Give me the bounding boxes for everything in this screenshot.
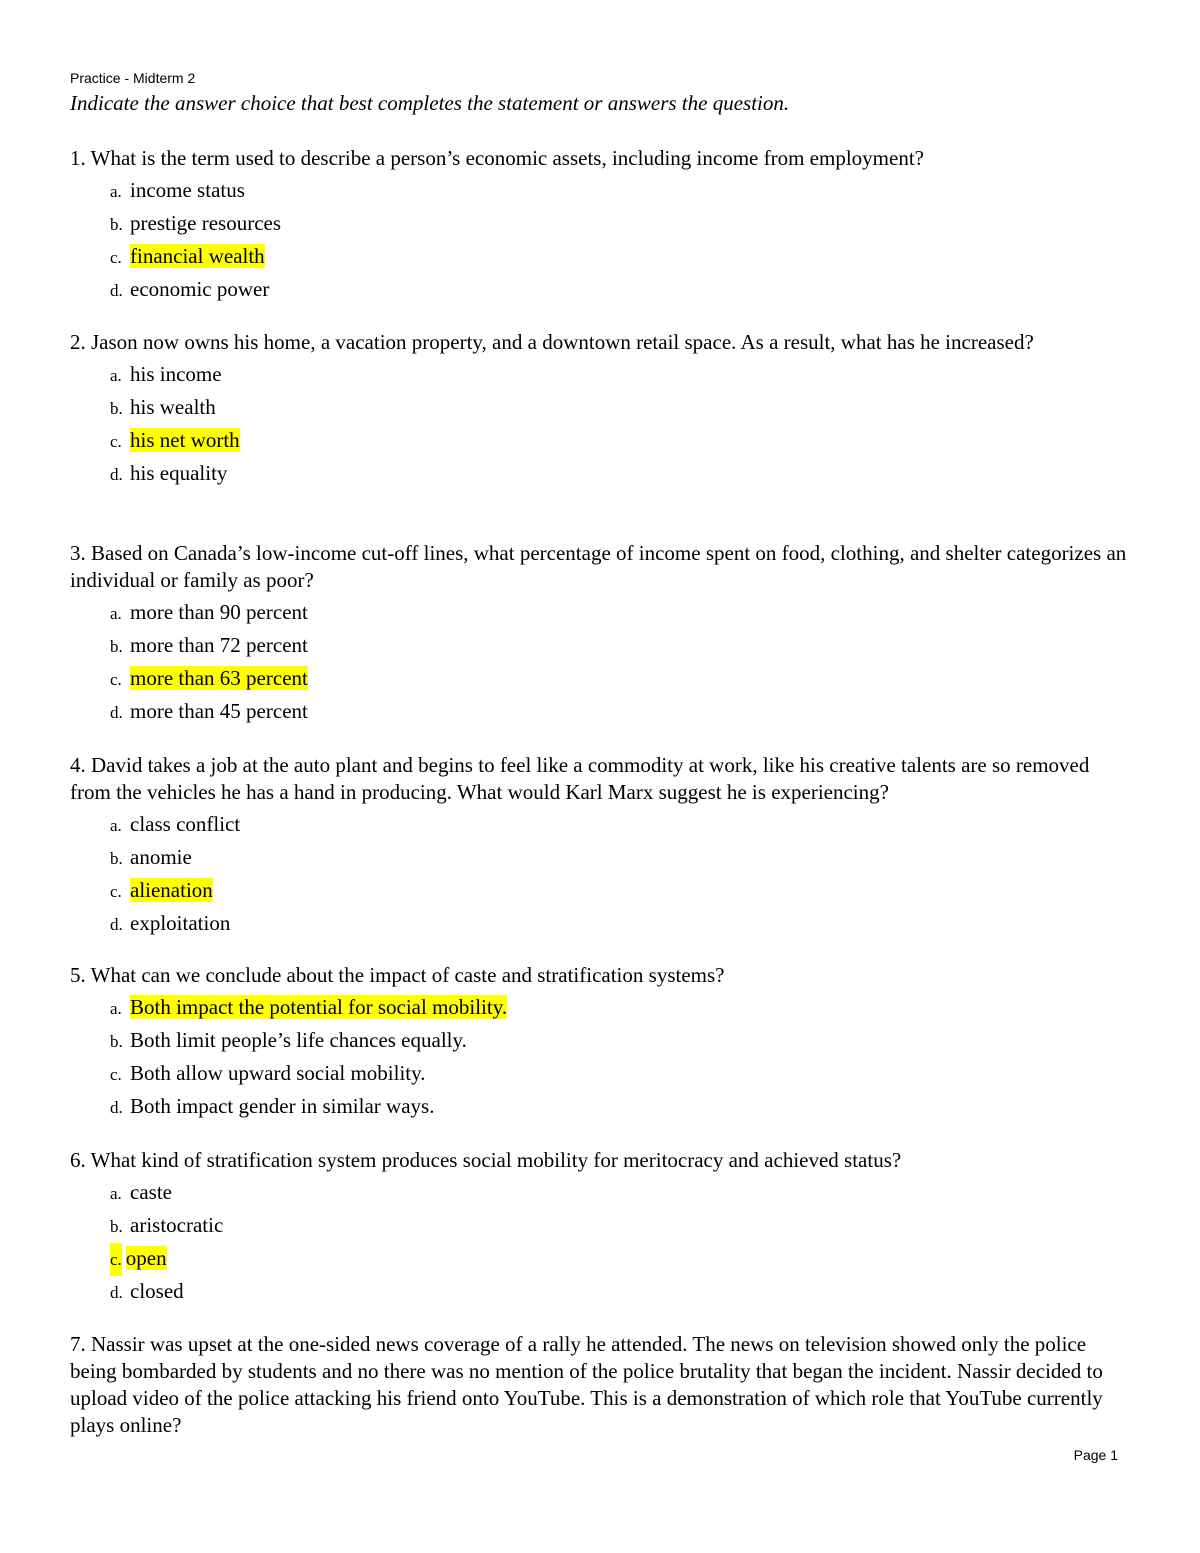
option-text: more than 90 percent: [130, 600, 308, 624]
question-stem: [70, 1331, 1130, 1439]
option-text: Both limit people’s life chances equally.: [130, 1028, 467, 1052]
option-letter: c.: [110, 248, 122, 267]
answer-option-highlighted[interactable]: [110, 662, 1130, 695]
answer-option-highlighted[interactable]: [110, 874, 1130, 907]
option-text: prestige resources: [130, 211, 282, 235]
answer-option[interactable]: [110, 808, 1130, 841]
question-number: 5.: [70, 963, 86, 987]
option-text-highlighted: open: [125, 1246, 167, 1270]
option-letter: c.: [110, 670, 122, 689]
option-text-highlighted: Both impact the potential for social mobility.: [130, 995, 508, 1019]
option-text: economic power: [130, 277, 270, 301]
answer-option[interactable]: [110, 358, 1130, 391]
answer-option[interactable]: [110, 174, 1130, 207]
option-letter: b.: [110, 1217, 123, 1236]
option-text-highlighted: more than 63 percent: [130, 666, 308, 690]
option-text: more than 72 percent: [130, 633, 308, 657]
option-text: Both allow upward social mobility.: [130, 1061, 426, 1085]
option-text: his equality: [130, 461, 228, 485]
answer-option-highlighted[interactable]: [110, 240, 1130, 273]
option-text: caste: [130, 1180, 172, 1204]
page-number: Page 1: [1073, 1447, 1118, 1463]
answer-option[interactable]: [110, 907, 1130, 940]
question-stem: [70, 329, 1130, 356]
question-text: What kind of stratification system produces social mobility for meritocracy and achieved status?: [90, 1148, 902, 1172]
answer-option[interactable]: [110, 1209, 1130, 1242]
option-text: his income: [130, 362, 222, 386]
option-letter: a.: [110, 366, 122, 385]
option-letter: a.: [110, 604, 122, 623]
option-text: aristocratic: [130, 1213, 224, 1237]
answer-option[interactable]: [110, 207, 1130, 240]
option-letter: b.: [110, 637, 123, 656]
answer-option[interactable]: [110, 629, 1130, 662]
answer-option[interactable]: [110, 841, 1130, 874]
answer-option-highlighted[interactable]: [110, 991, 1130, 1024]
question-2: [70, 329, 1130, 490]
answer-option[interactable]: [110, 596, 1130, 629]
answer-options: [70, 1176, 1130, 1308]
option-text: more than 45 percent: [130, 699, 308, 723]
answer-option-highlighted[interactable]: [110, 424, 1130, 457]
question-number: 2.: [70, 330, 86, 354]
option-letter: a.: [110, 999, 122, 1018]
option-letter: a.: [110, 182, 122, 201]
question-stem: [70, 752, 1130, 806]
document-title: Practice - Midterm 2: [70, 70, 196, 86]
question-6: [70, 1147, 1130, 1308]
answer-options: [70, 808, 1130, 940]
answer-option[interactable]: [110, 1176, 1130, 1209]
answer-option[interactable]: [110, 391, 1130, 424]
option-text: his wealth: [130, 395, 216, 419]
option-letter: b.: [110, 849, 123, 868]
option-text-highlighted: his net worth: [130, 428, 240, 452]
option-letter: d.: [110, 915, 123, 934]
option-letter: b.: [110, 399, 123, 418]
option-letter: b.: [110, 215, 123, 234]
question-5: [70, 962, 1130, 1123]
option-text-highlighted: alienation: [130, 878, 213, 902]
option-letter: c.: [110, 1065, 122, 1084]
option-text: Both impact gender in similar ways.: [130, 1094, 435, 1118]
answer-option-highlighted[interactable]: [110, 1242, 1130, 1275]
answer-options: [70, 596, 1130, 728]
answer-option[interactable]: [110, 1057, 1130, 1090]
option-letter-highlighted: c.: [110, 1243, 122, 1276]
question-number: 7.: [70, 1332, 86, 1356]
option-letter: b.: [110, 1032, 123, 1051]
question-number: 4.: [70, 753, 86, 777]
answer-options: [70, 174, 1130, 306]
question-4: [70, 752, 1130, 940]
question-number: 6.: [70, 1148, 86, 1172]
option-letter: a.: [110, 816, 122, 835]
option-letter: d.: [110, 1098, 123, 1117]
question-7: [70, 1331, 1130, 1439]
answer-option[interactable]: [110, 1275, 1130, 1308]
answer-option[interactable]: [110, 273, 1130, 306]
question-3: [70, 540, 1130, 728]
option-text-highlighted: financial wealth: [130, 244, 265, 268]
question-text: David takes a job at the auto plant and begins to feel like a commodity at work, like his creative talents are so removed from the vehicles he has a hand in producing. What would Karl Marx suggest he is experiencing?: [70, 753, 1090, 804]
option-text: closed: [130, 1279, 184, 1303]
option-text: exploitation: [130, 911, 231, 935]
answer-option[interactable]: [110, 1024, 1130, 1057]
answer-options: [70, 991, 1130, 1123]
option-text: anomie: [130, 845, 192, 869]
option-text: income status: [130, 178, 245, 202]
option-letter: c.: [110, 882, 122, 901]
option-letter: d.: [110, 703, 123, 722]
answer-option[interactable]: [110, 1090, 1130, 1123]
question-number: 1.: [70, 146, 86, 170]
answer-option[interactable]: [110, 695, 1130, 728]
question-text: Nassir was upset at the one-sided news coverage of a rally he attended. The news on television showed only the police being bombarded by students and no there was no mention of the police brutality that began the incident. Nassir decided to upload video of the police attacking his friend onto YouTube. This is a demonstration of which role that YouTube currently plays online?: [70, 1332, 1103, 1437]
option-letter: c.: [110, 432, 122, 451]
question-stem: [70, 145, 1130, 172]
question-number: 3.: [70, 541, 86, 565]
question-text: What can we conclude about the impact of caste and stratification systems?: [90, 963, 725, 987]
question-stem: [70, 540, 1130, 594]
option-text: class conflict: [130, 812, 241, 836]
question-stem: [70, 962, 1130, 989]
option-letter: d.: [110, 281, 123, 300]
option-letter: d.: [110, 465, 123, 484]
question-1: [70, 145, 1130, 306]
question-stem: [70, 1147, 1130, 1174]
answer-option[interactable]: [110, 457, 1130, 490]
option-letter: a.: [110, 1184, 122, 1203]
question-text: Jason now owns his home, a vacation property, and a downtown retail space. As a result, what has he increased?: [91, 330, 1034, 354]
instructions: Indicate the answer choice that best completes the statement or answers the question.: [70, 91, 790, 115]
question-text: Based on Canada’s low-income cut-off lines, what percentage of income spent on food, clothing, and shelter categorizes an individual or family as poor?: [70, 541, 1127, 592]
question-text: What is the term used to describe a person’s economic assets, including income from employment?: [90, 146, 924, 170]
option-letter: d.: [110, 1283, 123, 1302]
answer-options: [70, 358, 1130, 490]
